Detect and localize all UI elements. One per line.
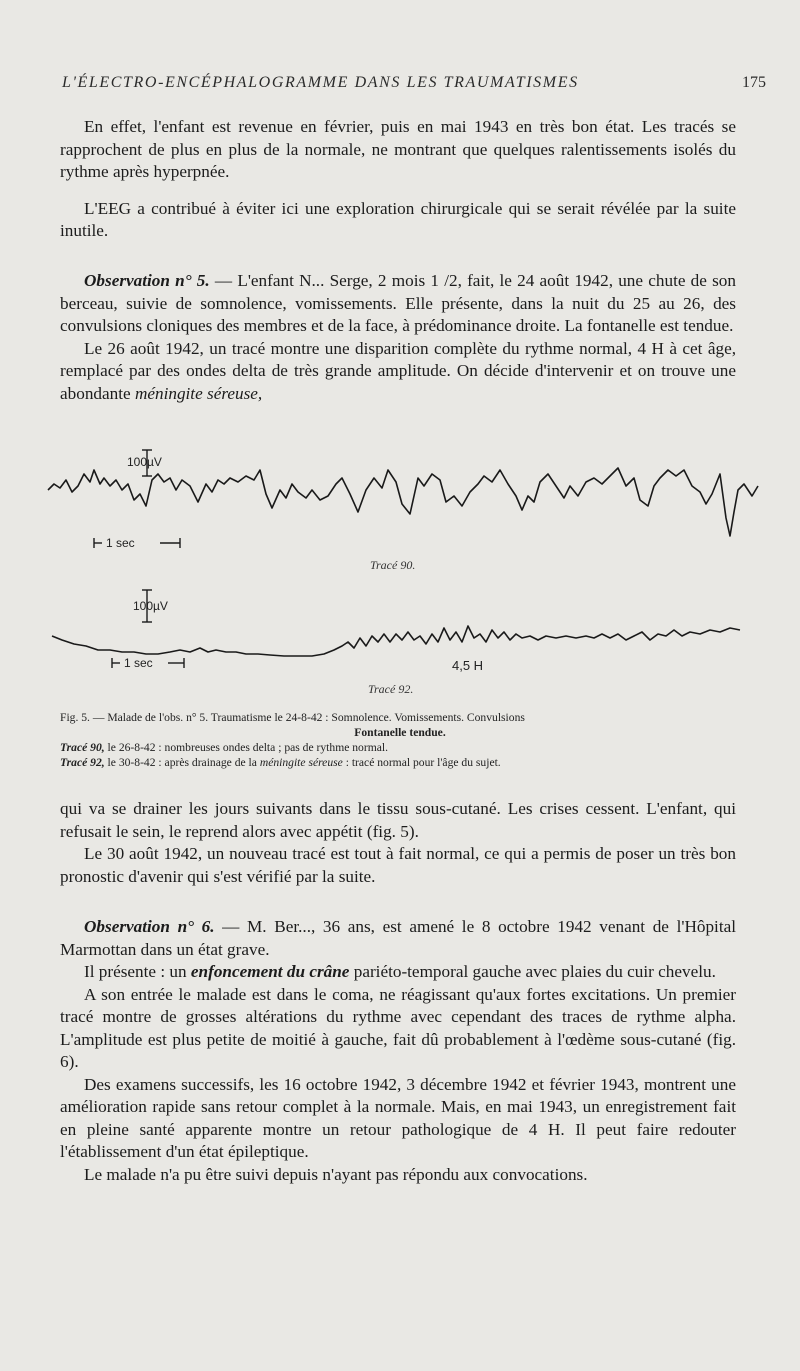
paragraph-text: Il présente : un (84, 962, 191, 981)
eeg-trace-90 (48, 468, 758, 536)
caption-trace-92: Tracé 92. (368, 682, 414, 696)
observation-label: Observation n° 6. (84, 917, 215, 936)
paragraph: qui va se drainer les jours suivants dans le tissu sous-cutané. Les crises cessent. L'enfant, qui refusait le sein, le reprend alors avec appétit (fig. 5). (60, 799, 736, 841)
paragraph (60, 270, 736, 338)
paragraph: Le malade n'a pu être suivi depuis n'ayant pas répondu aux convocations. (84, 1164, 588, 1184)
legend-text: le 30-8-42 : après drainage de la (104, 756, 260, 769)
observation-5 (60, 270, 736, 405)
observation-text: — M. Ber..., 36 ans, est amené le 8 octobre 1942 venant de l'Hôpital Marmottan dans un état grave. (60, 917, 737, 959)
paragraph (60, 338, 736, 406)
eeg-trace-92 (52, 626, 740, 656)
time-label-trace-92: 1 sec (124, 656, 153, 670)
paragraph: L'EEG a contribué à éviter ici une exploration chirurgicale qui se serait révélée par la suite inutile. (60, 198, 736, 240)
legend-text: le 26-8-42 : nombreuses ondes delta ; pas de rythme normal. (104, 741, 388, 754)
legend-line (60, 740, 740, 755)
running-title: L'ÉLECTRO-ENCÉPHALOGRAMME DANS LES TRAUMATISMES (62, 74, 579, 91)
paragraph-text: Le 26 août 1942, un tracé montre une disparition complète du rythme normal, 4 H à cet âge, remplacé par des ondes delta de très grande amplitude. On décide d'intervenir et on trouve une abondante (60, 338, 736, 403)
scale-label-trace-92: 100µV (133, 599, 168, 613)
paragraph: A son entrée le malade est dans le coma, ne réagissant qu'aux fortes excitations. Un premier tracé montre de grosses altérations du rythme avec cependant des traces de rythme alpha. L'amplitude est plus petite de moitié à gauche, fait dû probablement à l'œdème sous-cutané (fig. 6). (60, 984, 736, 1071)
emphasis: méningite séreuse, (134, 383, 263, 403)
paragraph: Le 30 août 1942, un nouveau tracé est tout à fait normal, ce qui a permis de poser un très bon pronostic d'avenir qui s'est vérifié par la suite. (60, 844, 736, 886)
paragraph (60, 916, 736, 961)
legend-line (60, 755, 740, 770)
legend-text: : tracé normal pour l'âge du sujet. (342, 756, 501, 769)
paragraph: Des examens successifs, les 16 octobre 1942, 3 décembre 1942 et février 1943, montrent une amélioration rapide sans retour complet à la normale. Mais, en mai 1943, un enregistrement fait en pleine santé apparente montre un retour pathologique de 4 H. Il peut faire redouter l'établissement d'un état épileptique. (60, 1074, 736, 1161)
continuation-section (60, 798, 736, 888)
figure-legend (60, 710, 740, 770)
emphasis: enfoncement du crâne (190, 962, 350, 981)
running-header (62, 74, 766, 96)
time-label-trace-90: 1 sec (106, 536, 135, 550)
scale-label-trace-90: 100µV (127, 455, 162, 469)
observation-6 (60, 916, 736, 1186)
caption-trace-90: Tracé 90. (370, 558, 416, 572)
legend-trace-label: Tracé 90, (60, 741, 105, 754)
legend-trace-label: Tracé 92, (60, 756, 105, 769)
legend-emphasis: méningite séreuse (259, 756, 343, 769)
paragraph-text: pariéto-temporal gauche avec plaies du cuir chevelu. (349, 962, 716, 981)
observation-label: Observation n° 5. (84, 271, 210, 290)
paragraph: En effet, l'enfant est revenue en février, puis en mai 1943 en très bon état. Les tracés se rapprochent de plus en plus de la normale, ne montrant que quelques ralentissements isolés du rythme après hyperpnée. (60, 117, 736, 181)
legend-line: Fig. 5. — Malade de l'obs. n° 5. Traumatisme le 24-8-42 : Somnolence. Vomissements. Convulsions (60, 711, 525, 724)
paragraph (60, 961, 736, 984)
legend-line: Fontanelle tendue. (354, 726, 446, 739)
observation-text: — L'enfant N... Serge, 2 mois 1 /2, fait, le 24 août 1942, une chute de son berceau, suivie de somnolence, vomissements. Elle présente, dans la nuit du 25 au 26, des convulsions cloniques des membres et de la face, à prédominance droite. La fontanelle est tendue. (60, 271, 736, 335)
frequency-label: 4,5 H (452, 658, 484, 673)
page-number: 175 (742, 74, 766, 91)
intro-section (60, 116, 736, 243)
